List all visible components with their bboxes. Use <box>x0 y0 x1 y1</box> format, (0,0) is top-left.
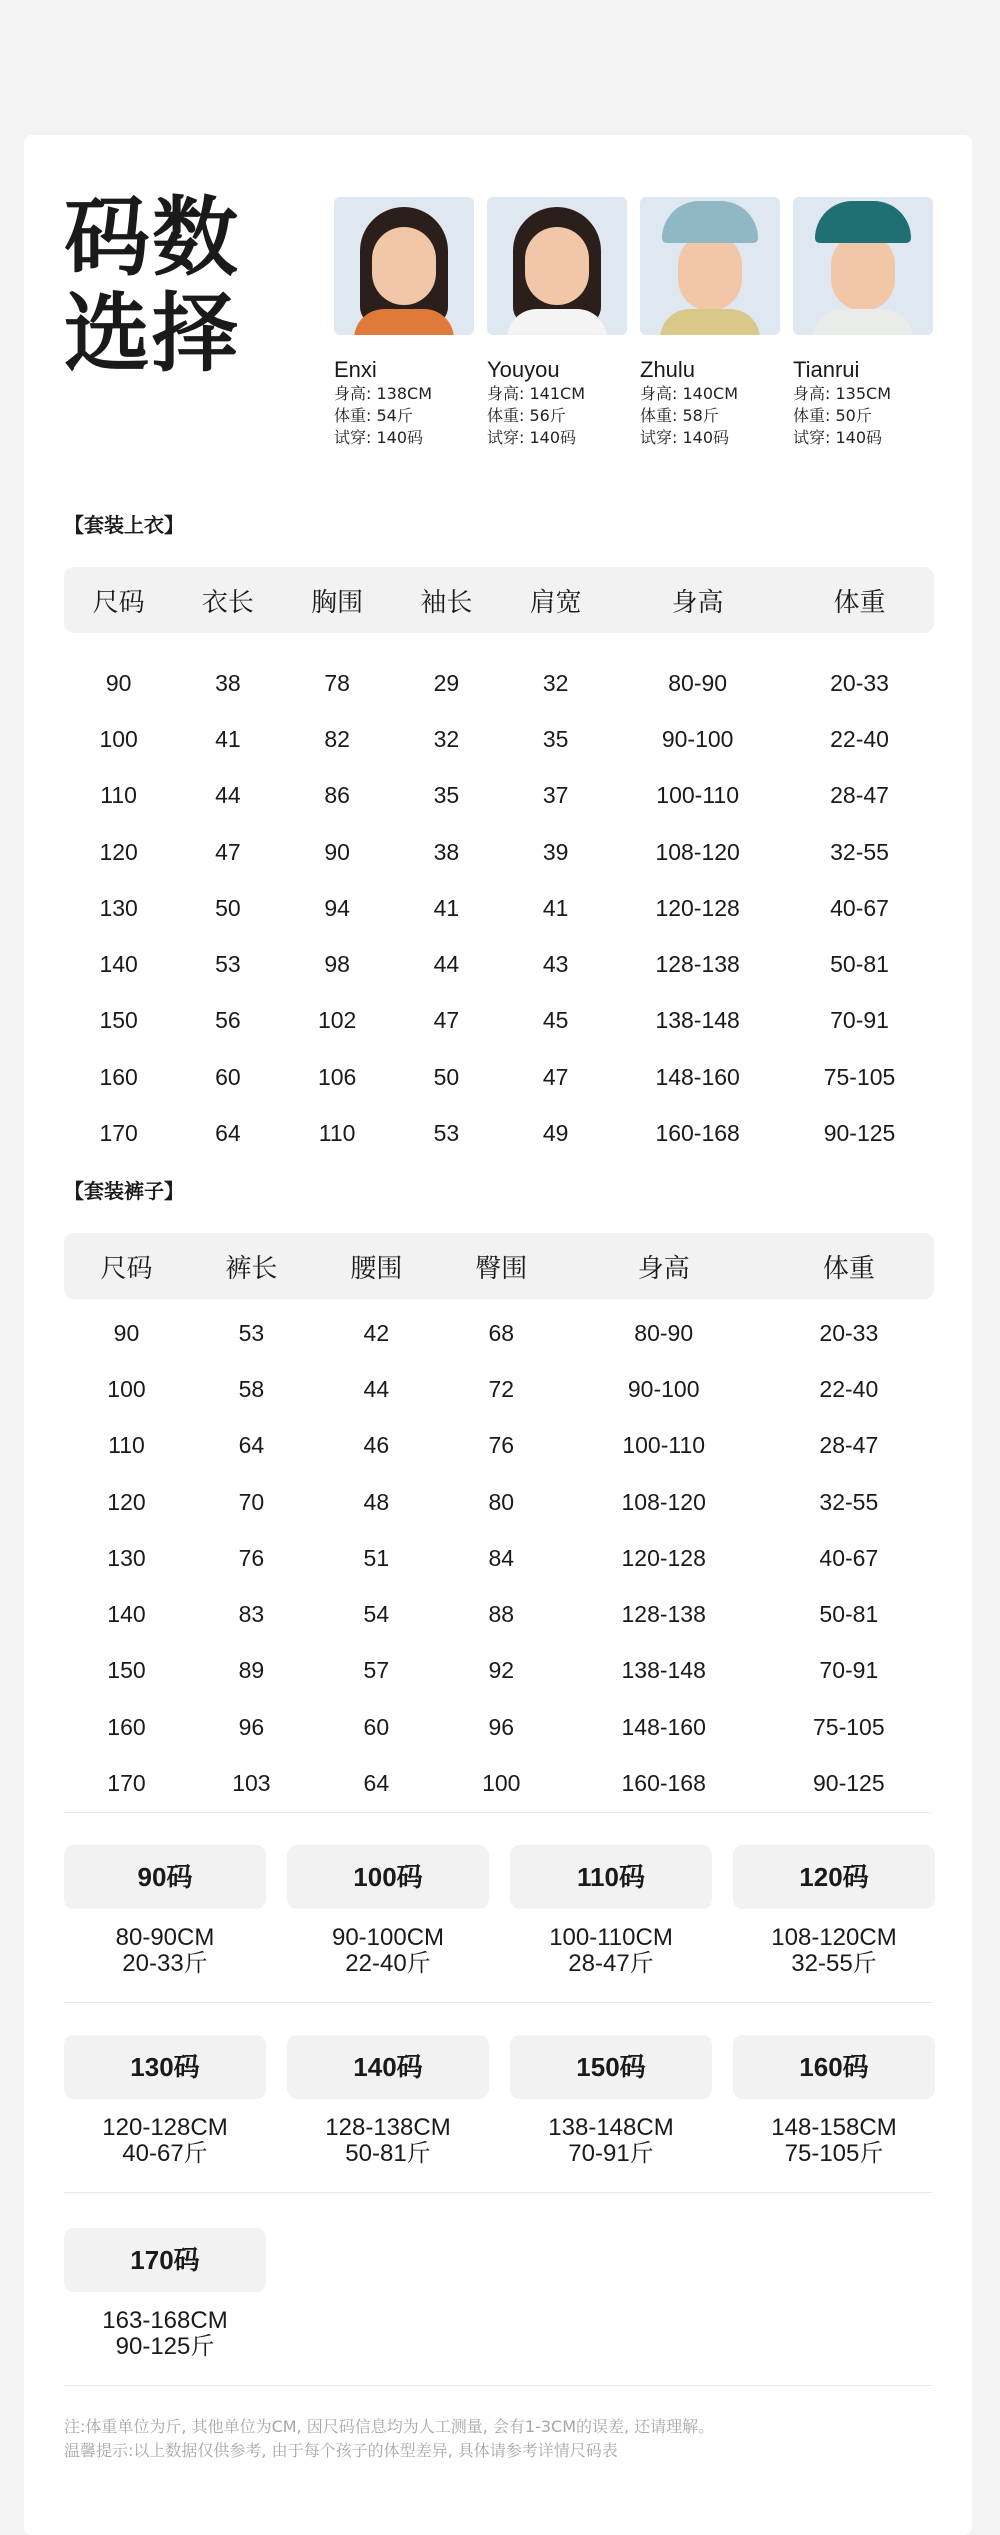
table-cell: 82 <box>324 725 350 752</box>
size-guide-weight: 40-67斤 <box>122 2140 208 2167</box>
model-weight: 体重: 58斤 <box>640 406 719 425</box>
table-cell: 90 <box>324 838 350 865</box>
footnote-line-2: 温馨提示:以上数据仅供参考, 由于每个孩子的体型差异, 具体请参考详情尺码表 <box>64 2441 618 2460</box>
table-cell: 148-160 <box>621 1713 706 1740</box>
table-cell: 39 <box>542 838 569 865</box>
size-guide-label: 160码 <box>733 2035 935 2099</box>
model-weight: 体重: 50斤 <box>793 406 872 425</box>
table-row <box>64 1755 934 1811</box>
table-cell: 130 <box>99 894 138 921</box>
model-card <box>334 197 474 449</box>
table-header: 臀围 <box>439 1233 564 1299</box>
size-guide-label: 130码 <box>64 2035 266 2099</box>
table-cell: 108-120 <box>655 838 740 865</box>
size-guide-card <box>733 1845 935 1977</box>
table-cell: 86 <box>324 782 350 809</box>
divider <box>64 1812 932 1813</box>
table-row <box>64 824 934 880</box>
table-cell: 38 <box>215 669 241 696</box>
table-cell: 50 <box>215 894 241 921</box>
size-guide-label: 120码 <box>733 1845 935 1909</box>
table-row <box>64 768 934 824</box>
footnote <box>64 2415 714 2463</box>
table-cell: 44 <box>215 782 241 809</box>
table-cell: 70 <box>238 1488 265 1515</box>
table-cell: 106 <box>317 1063 357 1090</box>
table-row <box>64 1474 934 1530</box>
model-name: Youyou <box>487 357 560 382</box>
table-cell: 90-100 <box>627 1375 700 1402</box>
table-row <box>64 1643 934 1699</box>
model-weight: 体重: 56斤 <box>487 406 566 425</box>
table-cell: 50-81 <box>819 1601 879 1628</box>
size-guide-card <box>64 2228 266 2360</box>
table-cell: 32 <box>433 725 460 752</box>
table-cell: 47 <box>433 1007 460 1034</box>
table-cell: 60 <box>215 1063 241 1090</box>
table-cell: 98 <box>324 951 350 978</box>
table-cell: 96 <box>238 1713 265 1740</box>
section-title-pants: 【套装裤子】 <box>64 1179 184 1203</box>
table-row <box>64 1361 934 1417</box>
table-cell: 42 <box>363 1319 390 1346</box>
table-cell: 72 <box>488 1375 515 1402</box>
table-cell: 100 <box>482 1770 521 1797</box>
pants-size-table <box>64 1233 934 1812</box>
table-cell: 64 <box>215 1120 241 1147</box>
table-cell: 140 <box>99 951 138 978</box>
model-card <box>487 197 627 449</box>
table-cell: 35 <box>433 782 460 809</box>
table-cell: 28-47 <box>830 782 889 809</box>
table-cell: 80-90 <box>634 1319 694 1346</box>
table-row <box>64 711 934 767</box>
size-guide-label: 110码 <box>510 1845 712 1909</box>
divider <box>64 2385 932 2386</box>
table-cell: 56 <box>215 1007 241 1034</box>
table-cell: 35 <box>542 725 569 752</box>
table-cell: 40-67 <box>819 1544 879 1571</box>
table-cell: 47 <box>542 1063 569 1090</box>
table-cell: 53 <box>215 951 241 978</box>
model-trial-size: 试穿: 140码 <box>334 428 424 447</box>
page-title <box>64 190 264 382</box>
table-row <box>64 1586 934 1642</box>
table-cell: 128-138 <box>655 951 740 978</box>
table-cell: 20-33 <box>819 1319 879 1346</box>
table-cell: 40-67 <box>830 894 889 921</box>
model-card <box>640 197 780 449</box>
table-cell: 160-168 <box>655 1120 740 1147</box>
divider <box>64 2002 932 2003</box>
table-cell: 110 <box>108 1432 145 1459</box>
size-guide-card <box>510 1845 712 1977</box>
table-cell: 44 <box>363 1375 390 1402</box>
table-cell: 89 <box>238 1657 265 1684</box>
table-cell: 41 <box>433 894 460 921</box>
table-cell: 110 <box>100 782 137 809</box>
table-cell: 92 <box>488 1657 515 1684</box>
size-guide-weight: 90-125斤 <box>115 2333 215 2360</box>
table-cell: 53 <box>238 1319 265 1346</box>
size-guide-height: 80-90CM <box>115 1924 215 1951</box>
model-photo <box>793 197 933 335</box>
table-cell: 54 <box>363 1601 390 1628</box>
table-cell: 170 <box>107 1770 146 1797</box>
table-header: 腰围 <box>314 1233 439 1299</box>
table-cell: 100 <box>107 1375 146 1402</box>
table-cell: 32 <box>542 669 569 696</box>
table-cell: 57 <box>363 1657 390 1684</box>
table-header: 肩宽 <box>501 567 610 633</box>
table-cell: 120 <box>107 1488 146 1515</box>
table-cell: 37 <box>542 782 569 809</box>
table-cell: 94 <box>324 894 350 921</box>
table-row <box>64 993 934 1049</box>
table-cell: 170 <box>99 1120 138 1147</box>
table-header-row <box>64 1233 934 1299</box>
table-cell: 150 <box>107 1657 146 1684</box>
table-cell: 22-40 <box>819 1375 879 1402</box>
table-cell: 49 <box>542 1120 569 1147</box>
table-cell: 50 <box>433 1063 460 1090</box>
divider <box>64 2192 932 2193</box>
table-cell: 44 <box>433 951 460 978</box>
table-cell: 47 <box>215 838 241 865</box>
size-guide-label: 150码 <box>510 2035 712 2099</box>
model-height: 身高: 141CM <box>487 384 585 403</box>
table-cell: 68 <box>488 1319 515 1346</box>
table-cell: 140 <box>107 1601 146 1628</box>
table-header: 衣长 <box>173 567 282 633</box>
table-cell: 90-125 <box>823 1120 896 1147</box>
table-cell: 20-33 <box>830 669 889 696</box>
table-cell: 43 <box>542 951 569 978</box>
table-cell: 102 <box>317 1007 357 1034</box>
model-list <box>334 197 954 457</box>
table-header: 身高 <box>610 567 785 633</box>
table-cell: 103 <box>232 1770 271 1797</box>
table-cell: 76 <box>238 1544 265 1571</box>
table-cell: 50-81 <box>830 951 889 978</box>
table-cell: 53 <box>433 1120 460 1147</box>
model-trial-size: 试穿: 140码 <box>487 428 577 447</box>
table-cell: 51 <box>363 1544 390 1571</box>
size-guide-card <box>510 2035 712 2167</box>
model-height: 身高: 135CM <box>793 384 891 403</box>
model-photo <box>640 197 780 335</box>
size-guide-height: 138-148CM <box>548 2114 674 2141</box>
size-guide-card <box>64 2035 266 2167</box>
size-guide-height: 100-110CM <box>549 1924 673 1951</box>
table-cell: 32-55 <box>819 1488 879 1515</box>
table-header: 体重 <box>785 567 934 633</box>
model-height: 身高: 140CM <box>640 384 738 403</box>
size-guide-card <box>287 2035 489 2167</box>
table-cell: 120-128 <box>655 894 740 921</box>
table-cell: 75-105 <box>813 1713 885 1740</box>
table-header: 身高 <box>564 1233 764 1299</box>
size-guide-height: 120-128CM <box>102 2114 228 2141</box>
size-guide-card <box>733 2035 935 2167</box>
section-title-top: 【套装上衣】 <box>64 513 184 537</box>
table-cell: 100-110 <box>622 1432 706 1459</box>
table-cell: 76 <box>488 1432 515 1459</box>
table-row <box>64 655 934 711</box>
table-row <box>64 1105 934 1161</box>
table-row <box>64 1699 934 1755</box>
model-weight: 体重: 54斤 <box>334 406 413 425</box>
table-row <box>64 880 934 936</box>
model-name: Enxi <box>334 357 377 382</box>
table-cell: 29 <box>433 669 460 696</box>
table-cell: 38 <box>433 838 460 865</box>
table-cell: 80-90 <box>668 669 728 696</box>
model-photo <box>487 197 627 335</box>
size-guide-label: 170码 <box>64 2228 266 2292</box>
model-height: 身高: 138CM <box>334 384 432 403</box>
table-cell: 138-148 <box>655 1007 740 1034</box>
model-card <box>793 197 933 449</box>
table-header: 袖长 <box>392 567 501 633</box>
model-trial-size: 试穿: 140码 <box>640 428 730 447</box>
table-cell: 83 <box>238 1601 265 1628</box>
title-line-2: 选择 <box>64 284 240 384</box>
top-size-table <box>64 567 934 1162</box>
table-cell: 138-148 <box>621 1657 706 1684</box>
table-header: 胸围 <box>283 567 392 633</box>
table-cell: 41 <box>542 894 569 921</box>
table-cell: 48 <box>363 1488 390 1515</box>
table-cell: 60 <box>363 1713 390 1740</box>
table-cell: 100 <box>99 725 138 752</box>
size-guide-label: 90码 <box>64 1845 266 1909</box>
table-cell: 84 <box>488 1544 515 1571</box>
size-guide-height: 148-158CM <box>771 2114 897 2141</box>
table-cell: 128-138 <box>621 1601 706 1628</box>
table-cell: 90-125 <box>813 1770 885 1797</box>
table-cell: 46 <box>363 1432 390 1459</box>
table-cell: 70-91 <box>819 1657 879 1684</box>
model-name: Tianrui <box>793 357 860 382</box>
table-cell: 28-47 <box>819 1432 879 1459</box>
table-cell: 58 <box>238 1375 265 1402</box>
table-cell: 70-91 <box>830 1007 889 1034</box>
size-guide-label: 140码 <box>287 2035 489 2099</box>
table-cell: 90 <box>113 1319 140 1346</box>
table-header: 尺码 <box>64 1233 189 1299</box>
table-cell: 160-168 <box>621 1770 706 1797</box>
table-cell: 41 <box>215 725 241 752</box>
model-name: Zhulu <box>640 357 696 382</box>
table-header-row <box>64 567 934 633</box>
table-cell: 108-120 <box>621 1488 706 1515</box>
table-cell: 75-105 <box>823 1063 896 1090</box>
table-row <box>64 1049 934 1105</box>
table-header: 尺码 <box>64 567 173 633</box>
table-cell: 90 <box>105 669 132 696</box>
table-cell: 130 <box>107 1544 146 1571</box>
size-guide-height: 128-138CM <box>325 2114 451 2141</box>
table-cell: 120-128 <box>621 1544 706 1571</box>
model-trial-size: 试穿: 140码 <box>793 428 883 447</box>
table-cell: 150 <box>99 1007 138 1034</box>
size-guide-weight: 75-105斤 <box>784 2140 884 2167</box>
table-cell: 160 <box>107 1713 146 1740</box>
size-guide-height: 90-100CM <box>331 1924 445 1951</box>
table-cell: 64 <box>238 1432 265 1459</box>
size-guide-height: 163-168CM <box>102 2307 228 2334</box>
table-cell: 88 <box>488 1601 515 1628</box>
table-row <box>64 1305 934 1361</box>
table-cell: 96 <box>488 1713 515 1740</box>
table-cell: 148-160 <box>655 1063 740 1090</box>
table-cell: 110 <box>318 1120 356 1147</box>
footnote-line-1: 注:体重单位为斤, 其他单位为CM, 因尺码信息均为人工测量, 会有1-3CM的误差, 还请理解。 <box>64 2417 715 2436</box>
table-cell: 78 <box>324 669 350 696</box>
table-cell: 22-40 <box>830 725 889 752</box>
model-photo <box>334 197 474 335</box>
size-guide-height: 108-120CM <box>771 1924 897 1951</box>
size-guide-weight: 50-81斤 <box>345 2140 431 2167</box>
table-header: 体重 <box>764 1233 934 1299</box>
size-guide-label: 100码 <box>287 1845 489 1909</box>
table-cell: 160 <box>99 1063 138 1090</box>
table-row <box>64 1530 934 1586</box>
table-cell: 120 <box>99 838 138 865</box>
table-header: 裤长 <box>189 1233 314 1299</box>
size-guide-weight: 32-55斤 <box>791 1950 877 1977</box>
table-cell: 80 <box>488 1488 515 1515</box>
table-cell: 64 <box>363 1770 390 1797</box>
table-cell: 90-100 <box>661 725 734 752</box>
table-cell: 45 <box>542 1007 569 1034</box>
size-guide-card <box>287 1845 489 1977</box>
table-cell: 100-110 <box>656 782 739 809</box>
table-row <box>64 1418 934 1474</box>
size-guide-weight: 22-40斤 <box>345 1950 431 1977</box>
size-guide-weight: 20-33斤 <box>122 1950 208 1977</box>
size-guide-weight: 28-47斤 <box>568 1950 654 1977</box>
table-row <box>64 936 934 992</box>
size-guide-weight: 70-91斤 <box>568 2140 654 2167</box>
title-line-1: 码数 <box>64 188 240 288</box>
size-guide-card <box>64 1845 266 1977</box>
size-chart-card <box>24 135 972 2535</box>
table-cell: 32-55 <box>830 838 889 865</box>
